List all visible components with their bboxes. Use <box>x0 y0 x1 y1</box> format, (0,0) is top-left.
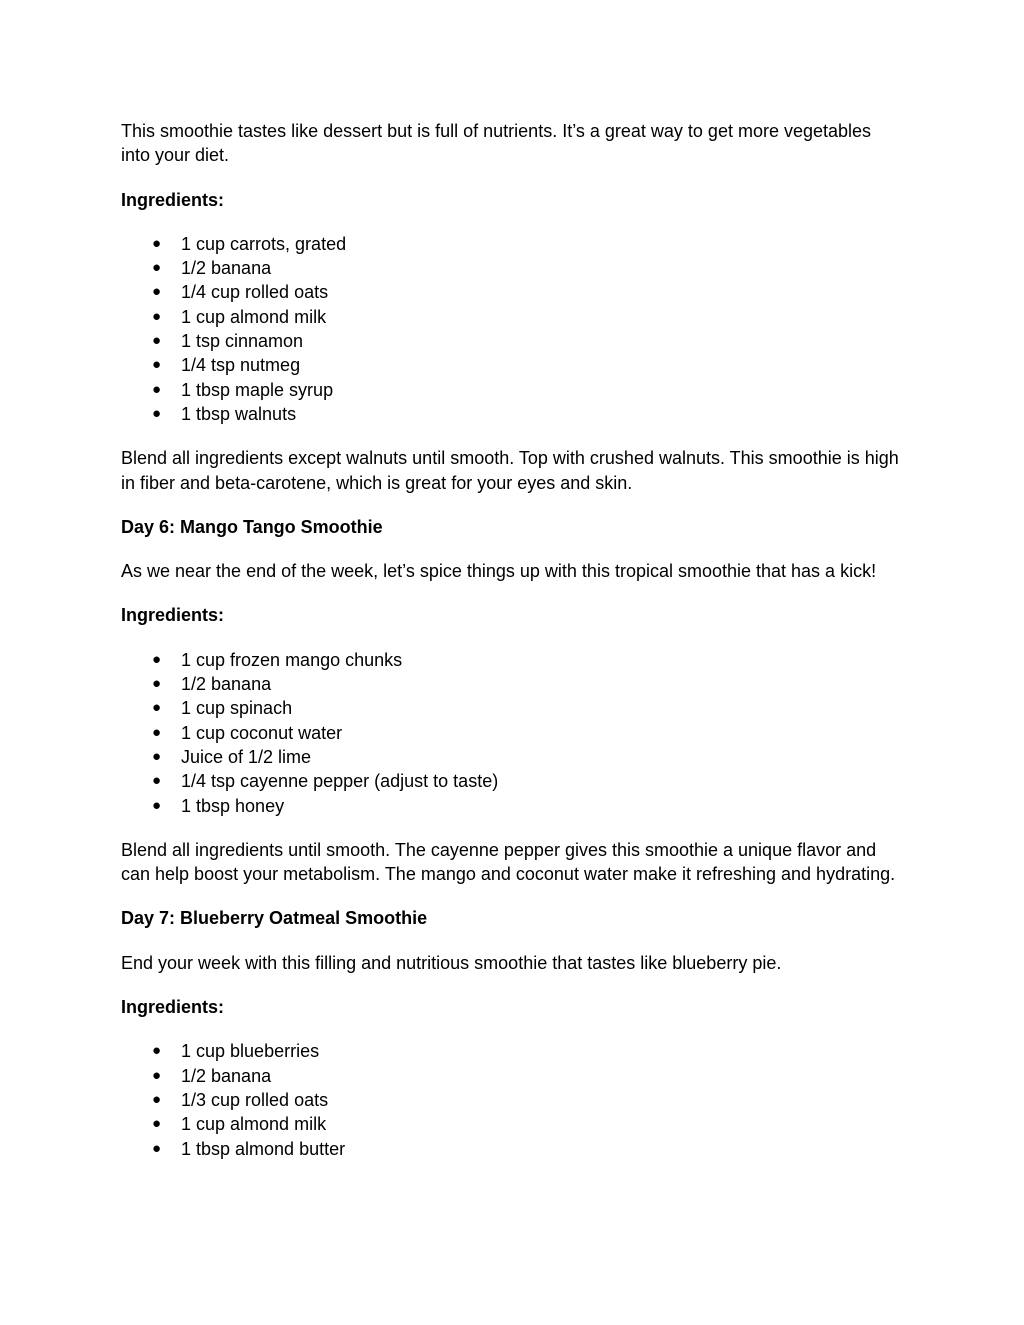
bullet-icon: ● <box>152 675 162 693</box>
bullet-icon: ● <box>152 772 162 790</box>
list-item <box>121 745 901 769</box>
list-item-text: 1 tbsp almond butter <box>181 1138 346 1159</box>
bullet-icon: ● <box>152 747 162 765</box>
list-item-text: 1/4 tsp cayenne pepper (adjust to taste) <box>181 771 499 792</box>
list-item <box>121 1088 901 1112</box>
list-item-text: 1/4 tsp nutmeg <box>181 355 301 376</box>
bullet-icon: ● <box>152 259 162 277</box>
document-page <box>121 119 901 1181</box>
list-item <box>121 769 901 793</box>
list-item-text: 1 cup spinach <box>181 698 293 719</box>
bullet-icon: ● <box>152 650 162 668</box>
intro-paragraph: This smoothie tastes like dessert but is full of nutrients. It’s a great way to get more vegetables into your diet. <box>121 121 872 166</box>
day7-description: End your week with this filling and nutritious smoothie that tastes like blueberry pie. <box>121 952 782 973</box>
list-item-text: 1/4 cup rolled oats <box>181 282 329 303</box>
list-item <box>121 696 901 720</box>
bullet-icon: ● <box>152 723 162 741</box>
ingredient-list-day7 <box>121 1039 901 1160</box>
list-item <box>121 280 901 304</box>
list-item <box>121 1137 901 1161</box>
bullet-icon: ● <box>152 1139 162 1157</box>
list-item-text: 1/2 banana <box>181 674 272 695</box>
list-item-text: 1 cup blueberries <box>181 1041 320 1062</box>
day6-description: As we near the end of the week, let’s spice things up with this tropical smoothie that has a kick! <box>121 561 877 582</box>
bullet-icon: ● <box>152 699 162 717</box>
list-item <box>121 353 901 377</box>
list-item-text: 1 cup coconut water <box>181 722 343 743</box>
list-item <box>121 672 901 696</box>
day6-instructions: Blend all ingredients until smooth. The cayenne pepper gives this smoothie a unique flavor and can help boost your metabolism. The mango and coconut water make it refreshing and hydrating. <box>121 839 896 885</box>
list-item-text: 1 tbsp walnuts <box>181 403 297 424</box>
list-item <box>121 305 901 329</box>
list-item <box>121 648 901 672</box>
list-item-text: 1 tbsp maple syrup <box>181 379 334 400</box>
bullet-icon: ● <box>152 1115 162 1133</box>
ingredient-list-carrot <box>121 232 901 426</box>
bullet-icon: ● <box>152 283 162 301</box>
instructions-carrot: Blend all ingredients except walnuts until smooth. Top with crushed walnuts. This smoothie is high in fiber and beta-carotene, which is great for your eyes and skin. <box>121 448 899 493</box>
list-item <box>121 256 901 280</box>
list-item <box>121 329 901 353</box>
ingredients-heading: Ingredients: <box>121 997 225 1018</box>
bullet-icon: ● <box>152 1042 162 1060</box>
bullet-icon: ● <box>152 332 162 350</box>
list-item-text: 1 cup frozen mango chunks <box>181 649 403 670</box>
bullet-icon: ● <box>152 404 162 422</box>
bullet-icon: ● <box>152 1066 162 1084</box>
ingredients-heading: Ingredients: <box>121 605 225 626</box>
list-item-text: 1/2 banana <box>181 1065 272 1086</box>
day6-heading: Day 6: Mango Tango Smoothie <box>121 516 383 537</box>
bullet-icon: ● <box>152 796 162 814</box>
list-item <box>121 794 901 818</box>
list-item <box>121 402 901 426</box>
list-item <box>121 1039 901 1063</box>
bullet-icon: ● <box>152 307 162 325</box>
list-item-text: 1 tbsp honey <box>181 795 285 816</box>
bullet-icon: ● <box>152 356 162 374</box>
list-item-text: 1 cup almond milk <box>181 306 327 327</box>
list-item <box>121 721 901 745</box>
day7-heading: Day 7: Blueberry Oatmeal Smoothie <box>121 908 428 929</box>
list-item-text: 1 cup carrots, grated <box>181 233 347 254</box>
list-item-text: 1/3 cup rolled oats <box>181 1089 329 1110</box>
bullet-icon: ● <box>152 234 162 252</box>
list-item <box>121 1064 901 1088</box>
bullet-icon: ● <box>152 1090 162 1108</box>
list-item <box>121 1112 901 1136</box>
list-item-text: 1 cup almond milk <box>181 1114 327 1135</box>
list-item-text: 1/2 banana <box>181 258 272 279</box>
list-item-text: 1 tsp cinnamon <box>181 331 304 352</box>
bullet-icon: ● <box>152 380 162 398</box>
list-item-text: Juice of 1/2 lime <box>181 746 312 767</box>
ingredient-list-day6 <box>121 648 901 818</box>
list-item <box>121 378 901 402</box>
ingredients-heading: Ingredients: <box>121 189 225 210</box>
list-item <box>121 232 901 256</box>
